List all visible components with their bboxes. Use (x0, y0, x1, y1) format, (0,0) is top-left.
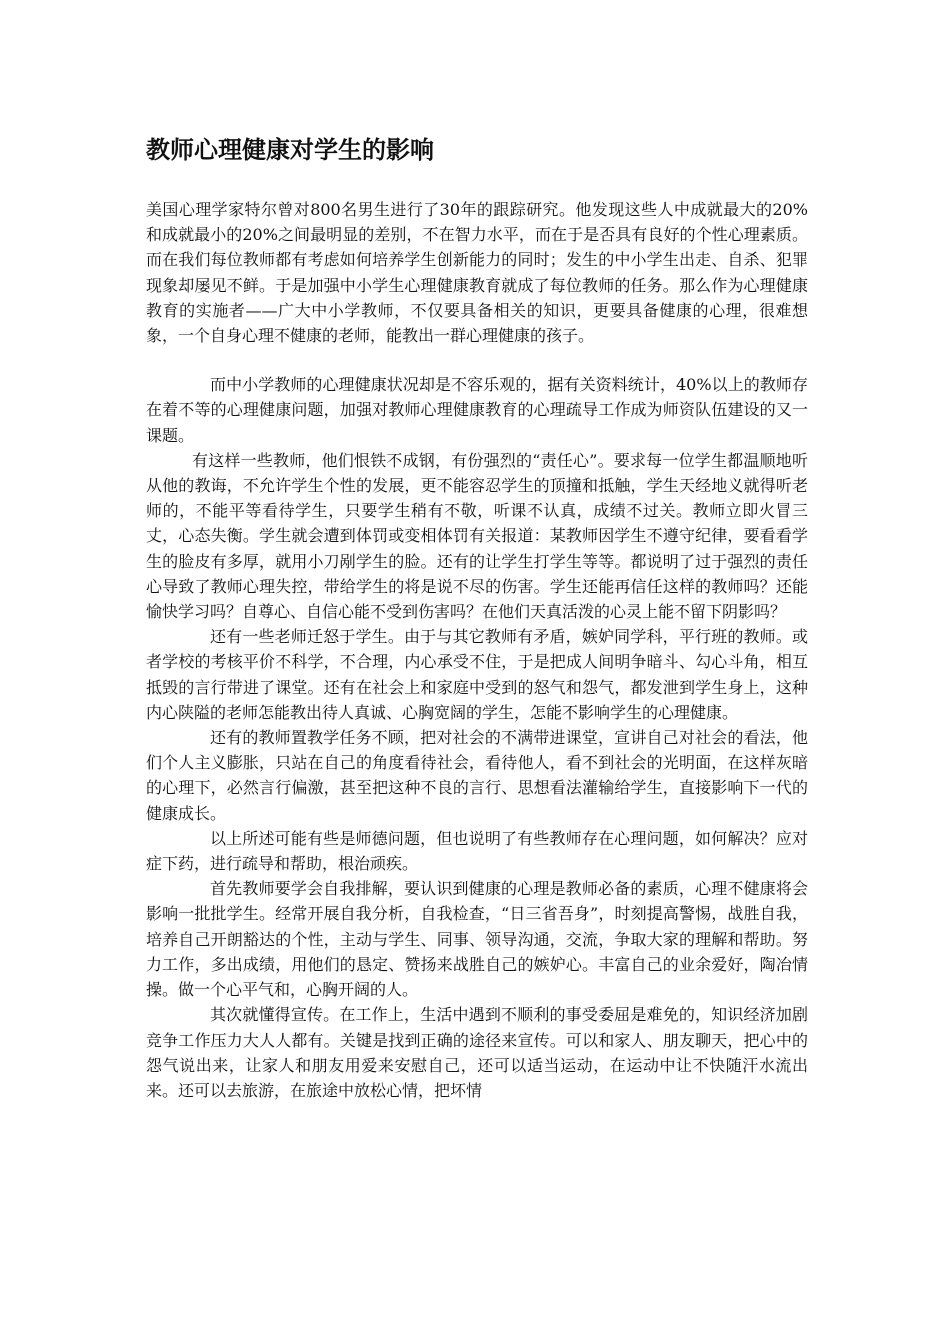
paragraph-intro: 美国心理学家特尔曾对800名男生进行了30年的跟踪研究。他发现这些人中成就最大的20%和成就最小的20%之间最明显的差别，不在智力水平，而在于是否具有良好的个性心理素质。而在我们每位教师都有考虑如何培养学生创新能力的同时；发生的中小学生出走、自杀、犯罪现象却屡见不鲜。于是加强中小学生心理健康教育就成了每位教师的任务。那么作为心理健康教育的实施者——广大中小学教师，不仅要具备相关的知识，更要具备健康的心理，很难想象，一个自身心理不健康的老师，能教出一群心理健康的孩子。 (146, 200, 808, 346)
paragraph-venting: 其次就懂得宣传。在工作上，生活中遇到不顺利的事受委屈是难免的，知识经济加剧竞争工作压力大人人都有。关键是找到正确的途径来宣传。可以和家人、朋友聊天，把心中的怨气说出来，让家人和朋友用爱来安慰自己，还可以适当运动，在运动中让不快随汗水流出来。还可以去旅游，在旅途中放松心情，把坏情 (146, 1005, 808, 1100)
paragraph-self-relief: 首先教师要学会自我排解，要认识到健康的心理是教师必备的素质，心理不健康将会影响一批批学生。经常开展自我分析，自我检查，“日三省吾身”，时刻提高警惕，战胜自我，培养自己开朗豁达的个性，主动与学生、同事、领导沟通，交流，争取大家的理解和帮助。努力工作，多出成绩，用他们的恳定、赞扬来战胜自己的嫉妒心。丰富自己的业余爱好，陶冶情操。做一个心平气和，心胸开阔的人。 (146, 879, 808, 1000)
paragraph-anger: 还有一些老师迁怒于学生。由于与其它教师有矛盾，嫉妒同学科，平行班的教师。或者学校的考核平价不科学，不合理，内心承受不住，于是把成人间明争暗斗、勾心斗角，相互抵毁的言行带进了课堂。还有在社会上和家庭中受到的怒气和怨气，都发泄到学生身上，这种内心陕隘的老师怎能教出待人真诚、心胸宽阔的学生，怎能不影响学生的心理健康。 (146, 627, 808, 722)
paragraph-society: 还有的教师置教学任务不顾，把对社会的不满带进课堂，宣讲自己对社会的看法，他们个人主义膨胀，只站在自己的角度看待社会，看待他人，看不到社会的光明面，在这样灰暗的心理下，必然言行偏激，甚至把这种不良的言行、思想看法灌输给学生，直接影响下一代的健康成长。 (146, 728, 808, 823)
paragraph-summary: 以上所述可能有些是师德问题，但也说明了有些教师存在心理问题，如何解决？应对症下药，进行疏导和帮助，根治顽疾。 (146, 828, 808, 874)
page-title: 教师心理健康对学生的影响 (146, 136, 434, 164)
paragraph-gap (146, 348, 808, 372)
document-body (146, 197, 808, 1103)
paragraph-responsibility: 有这样一些教师，他们恨铁不成钢，有份强烈的“责任心”。要求每一位学生都温顺地听从他的教诲，不允许学生个性的发展，更不能容忍学生的顶撞和抵触，学生天经地义就得听老师的，不能平等看待学生，只要学生稍有不敬，听课不认真，成绩不过关。教师立即火冒三丈，心态失衡。学生就会遭到体罚或变相体罚有关报道：某教师因学生不遵守纪律，要看看学生的脸皮有多厚，就用小刀剐学生的脸。还有的让学生打学生等等。都说明了过于强烈的责任心导致了教师心理失控，带给学生的将是说不尽的伤害。学生还能再信任这样的教师吗？还能愉快学习吗？自尊心、自信心能不受到伤害吗？在他们天真活泼的心灵上能不留下阴影吗？ (146, 450, 808, 622)
paragraph-statistics: 而中小学教师的心理健康状况却是不容乐观的，据有关资料统计，40%以上的教师存在着不等的心理健康问题，加强对教师心理健康教育的心理疏导工作成为师资队伍建设的又一课题。 (146, 375, 808, 445)
